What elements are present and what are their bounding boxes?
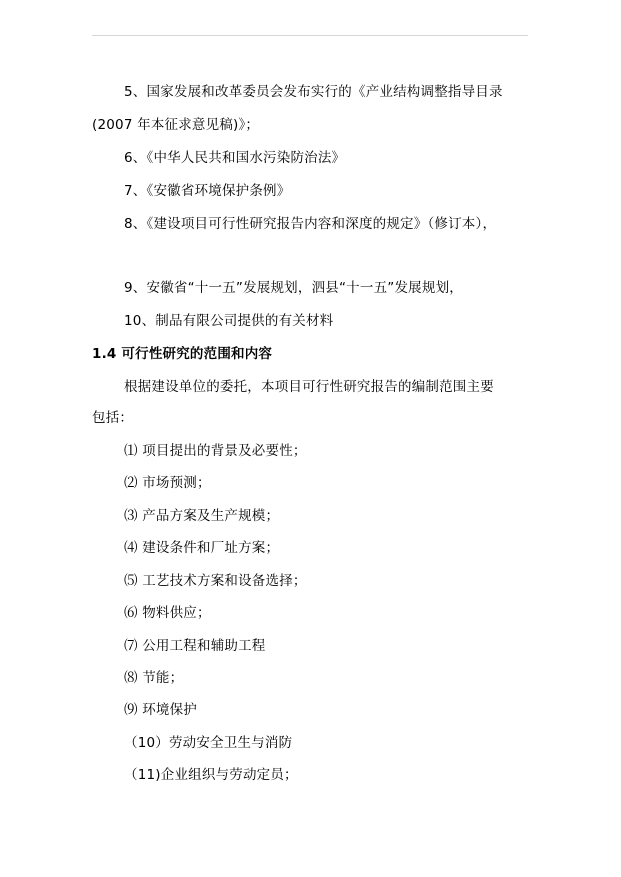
list-item: ⑷ 建设条件和厂址方案； [124,540,280,556]
reference-8: 8、《建设项目可行性研究报告内容和深度的规定》（修订本）， [124,216,497,232]
list-item: ⑸ 工艺技术方案和设备选择； [124,573,307,589]
reference-10: 10、制品有限公司提供的有关材料 [124,313,334,329]
header-rule [92,35,528,36]
reference-5: 5、国家发展和改革委员会发布实行的《产业结构调整指导目录 [124,84,503,100]
list-item: （11)企业组织与劳动定员； [124,767,298,783]
list-item: ⑻ 节能； [124,670,184,686]
list-item: ⑹ 物料供应； [124,605,211,621]
list-item: ⑴ 项目提出的背景及必要性； [124,443,307,459]
list-item: ⑵ 市场预测； [124,475,211,491]
reference-5-continued: (2007 年本征求意见稿)》； [92,117,260,133]
list-item: ⑺ 公用工程和辅助工程 [124,638,266,654]
section-heading: 1.4 可行性研究的范围和内容 [92,346,273,362]
list-item: ⑼ 环境保护 [124,702,197,718]
intro-line-2: 包括： [92,410,134,426]
list-item: ⑶ 产品方案及生产规模； [124,508,280,524]
intro-line-1: 根据建设单位的委托，本项目可行性研究报告的编制范围主要 [124,379,494,395]
reference-9: 9、安徽省“十一五”发展规划，泗县“十一五”发展规划， [124,280,463,296]
reference-6: 6、《中华人民共和国水污染防治法》 [124,150,346,166]
list-item: （10）劳动安全卫生与消防 [124,735,293,751]
reference-7: 7、《安徽省环境保护条例》 [124,183,291,199]
